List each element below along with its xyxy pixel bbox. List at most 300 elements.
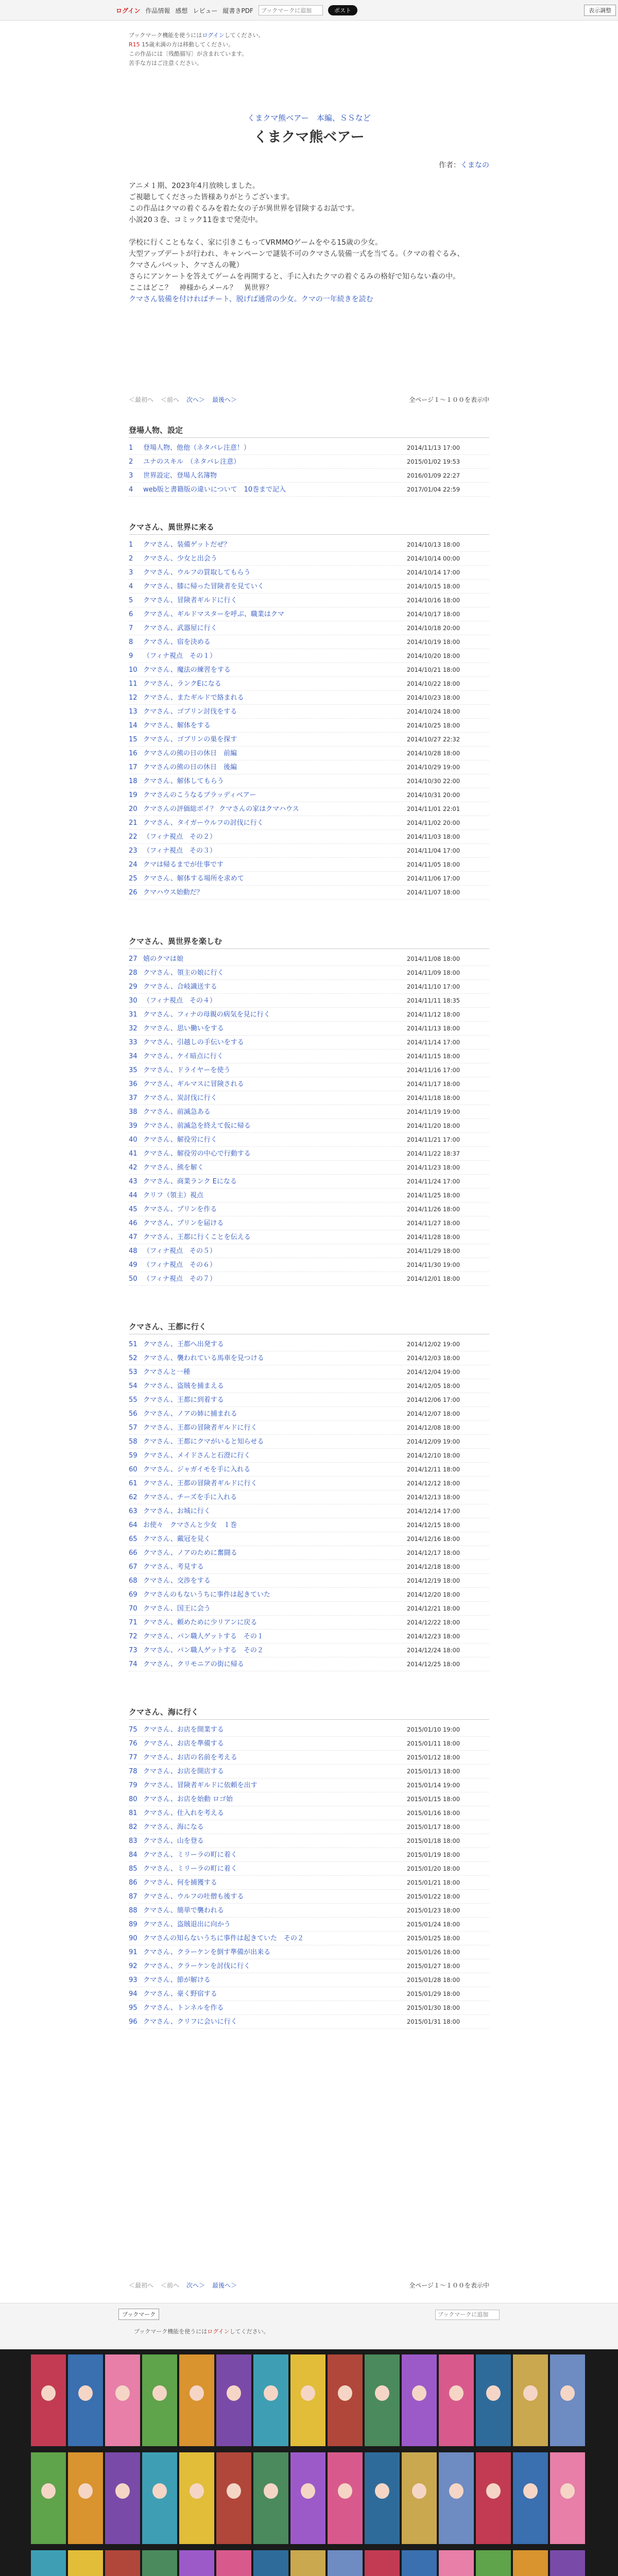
episode-row[interactable]: [129, 1008, 489, 1022]
episode-date: 2015/01/20 18:00: [407, 1865, 460, 1872]
episode-row[interactable]: [129, 441, 489, 455]
episode-row[interactable]: [129, 830, 489, 844]
episode-row[interactable]: [129, 1351, 489, 1365]
episode-title-link[interactable]: クマさん、お店を始動 ロゴ始: [143, 1795, 233, 1803]
episode-title-link[interactable]: クマさん、プリンを作る: [143, 1206, 217, 1213]
episode-title-link[interactable]: クマさん、王都の冒険者ギルドに行く: [143, 1480, 258, 1487]
episode-row[interactable]: [129, 1477, 489, 1490]
episode-title-link[interactable]: クマさん、冒険者ギルドに行く: [143, 597, 237, 604]
episode-row[interactable]: [129, 1778, 489, 1792]
book-cover[interactable]: [105, 2550, 140, 2576]
episode-title-link[interactable]: クマさん、魔法の練習をする: [143, 666, 231, 674]
episode-row[interactable]: [129, 1189, 489, 1202]
episode-number: 27: [129, 955, 138, 963]
book-cover[interactable]: [216, 2452, 251, 2544]
episode-title-link[interactable]: クマさん、ミリーラの町に着く: [143, 1865, 237, 1873]
episode-title-link[interactable]: クマさん、ギルマスに冒険される: [143, 1080, 244, 1088]
pager-next[interactable]: 次へ＞: [186, 2281, 205, 2289]
episode-row[interactable]: [129, 483, 489, 497]
episode-row[interactable]: [129, 469, 489, 483]
episode-title-link[interactable]: クマさん、武器屋に行く: [143, 624, 217, 632]
episode-title-link[interactable]: （フィナ視点 その４）: [143, 997, 216, 1005]
book-cover[interactable]: [179, 2354, 214, 2446]
episode-title-link[interactable]: クマさん、仕入れを考える: [143, 1809, 224, 1817]
episode-date: 2014/12/06 17:00: [407, 1396, 460, 1403]
book-cover[interactable]: [179, 2550, 214, 2576]
character-face-icon: [115, 2385, 130, 2401]
book-cover[interactable]: [105, 2452, 140, 2544]
episode-row[interactable]: [129, 2015, 489, 2029]
book-cover[interactable]: [31, 2550, 66, 2576]
episode-title-link[interactable]: クマさん、宿を決める: [143, 638, 211, 646]
episode-title-link[interactable]: クマさん、タイガーウルフの討伐に行く: [143, 819, 264, 827]
episode-title-link[interactable]: クマさん、お店の名前を考える: [143, 1754, 237, 1761]
episode-title-link[interactable]: クマさん、ノアの姉に捕まれる: [143, 1410, 237, 1418]
episode-date: 2015/01/25 18:00: [407, 1935, 460, 1942]
episode-row[interactable]: [129, 649, 489, 663]
episode-number: 87: [129, 1893, 138, 1901]
episode-title-link[interactable]: （フィナ視点 その２）: [143, 833, 216, 841]
episode-title-link[interactable]: クマさん、膝に帰った冒険者を見ていく: [143, 583, 264, 590]
episode-title-link[interactable]: クマは帰るまでが仕事です: [143, 861, 224, 869]
episode-title-link[interactable]: 世界設定、登場人名簿物: [143, 472, 217, 480]
episode-date: 2014/11/09 18:00: [407, 969, 460, 976]
episode-row[interactable]: [129, 1063, 489, 1077]
episode-title-link[interactable]: クマさん、ノアのために奮闘る: [143, 1549, 237, 1557]
episode-row[interactable]: [129, 1630, 489, 1643]
episode-row[interactable]: [129, 1890, 489, 1904]
episode-row[interactable]: [129, 774, 489, 788]
episode-row[interactable]: [129, 1258, 489, 1272]
episode-title-link[interactable]: クマさん、装備ゲットだぜ？: [143, 541, 231, 549]
episode-number: 78: [129, 1768, 138, 1775]
episode-title-link[interactable]: （フィナ視点 その６）: [143, 1261, 216, 1269]
episode-date: 2015/01/24 18:00: [407, 1921, 460, 1928]
episode-row[interactable]: [129, 1216, 489, 1230]
episode-title-link[interactable]: web版と書籍版の違いについて 10巻まで記入: [143, 486, 286, 494]
episode-row[interactable]: [129, 1876, 489, 1890]
episode-title-link[interactable]: （フィナ視点 その１）: [143, 652, 216, 660]
episode-title-link[interactable]: クマさんの評価総ポイ？ クマさんの家はクマハウス: [143, 805, 299, 813]
episode-row[interactable]: [129, 1202, 489, 1216]
episode-title-link[interactable]: クマさん、冒険者ギルドに依頼を出す: [143, 1782, 258, 1789]
episode-row[interactable]: [129, 677, 489, 691]
episode-row[interactable]: [129, 566, 489, 580]
book-cover[interactable]: [142, 2452, 177, 2544]
episode-row[interactable]: [129, 1421, 489, 1435]
episode-title-link[interactable]: クマさん、解役労の中心で行動する: [143, 1150, 251, 1158]
episode-number: 52: [129, 1354, 138, 1362]
book-cover[interactable]: [290, 2452, 325, 2544]
episode-row[interactable]: [129, 1119, 489, 1133]
series-link[interactable]: くまクマ熊ベアー 本編、ＳＳなど: [247, 113, 371, 123]
book-cover[interactable]: [328, 2550, 363, 2576]
episode-row[interactable]: [129, 1945, 489, 1959]
book-cover[interactable]: [402, 2452, 437, 2544]
episode-row[interactable]: [129, 1105, 489, 1119]
pager-next[interactable]: 次へ＞: [186, 396, 205, 403]
episode-title-link[interactable]: 登場人物、他他（ネタバレ注意！）: [143, 444, 250, 452]
book-cover[interactable]: [550, 2550, 585, 2576]
episode-row[interactable]: [129, 1918, 489, 1931]
novel-title: くまクマ熊ベアー: [253, 129, 365, 145]
episode-row[interactable]: [129, 858, 489, 872]
book-cover[interactable]: [68, 2354, 103, 2446]
episode-title-link[interactable]: クリフ（領主）視点: [143, 1192, 204, 1199]
notice-text: この作品には〔残酷描写〕が含まれています。: [129, 50, 248, 57]
episode-title-link[interactable]: クマさん、王都に行くことを伝える: [143, 1233, 251, 1241]
book-cover[interactable]: [476, 2452, 511, 2544]
nav-impressions[interactable]: 感想: [175, 7, 188, 14]
book-cover[interactable]: [68, 2452, 103, 2544]
episode-title-link[interactable]: クマさん、少女と出会う: [143, 555, 217, 563]
episode-row[interactable]: [129, 1987, 489, 2001]
episode-row[interactable]: [129, 1574, 489, 1588]
book-cover[interactable]: [439, 2452, 474, 2544]
episode-row[interactable]: [129, 455, 489, 469]
notice-login-link[interactable]: ログイン: [202, 32, 225, 39]
episode-title-link[interactable]: クマさん、ギルドマスターを呼ぶ、職業はクマ: [143, 611, 284, 618]
episode-row[interactable]: [129, 1931, 489, 1945]
episode-row[interactable]: [129, 1518, 489, 1532]
bookmark-input[interactable]: [259, 5, 323, 15]
episode-row[interactable]: [129, 1161, 489, 1175]
episode-date: 2014/11/02 20:00: [407, 819, 460, 826]
episode-title-link[interactable]: クマさん、メイドさんと石澄に行く: [143, 1452, 251, 1460]
book-cover[interactable]: [439, 2354, 474, 2446]
episode-title-link[interactable]: クマさん、解体してもらう: [143, 777, 224, 785]
episode-number: 39: [129, 1122, 138, 1130]
episode-row[interactable]: [129, 1959, 489, 1973]
book-cover[interactable]: [402, 2550, 437, 2576]
episode-title-link[interactable]: クマさん、戴冠を見く: [143, 1535, 211, 1543]
episode-title-link[interactable]: クマさん、簡単で襲われる: [143, 1907, 224, 1914]
book-cover[interactable]: [365, 2354, 400, 2446]
episode-number: 44: [129, 1192, 138, 1199]
episode-row[interactable]: [129, 994, 489, 1008]
episode-title-link[interactable]: クマさん、海になる: [143, 1823, 204, 1831]
episode-row[interactable]: [129, 1765, 489, 1778]
book-cover[interactable]: [550, 2354, 585, 2446]
episode-row[interactable]: [129, 747, 489, 760]
twitter-post-button[interactable]: ポスト: [328, 5, 357, 15]
episode-title-link[interactable]: クマさん、前滅急を終えて仮に帰る: [143, 1122, 251, 1130]
episode-row[interactable]: [129, 1723, 489, 1737]
episode-title-link[interactable]: お使々 クマさんと少女 １巻: [143, 1521, 237, 1529]
episode-row[interactable]: [129, 1820, 489, 1834]
episode-date: 2014/12/21 18:00: [407, 1605, 460, 1612]
episode-row[interactable]: [129, 872, 489, 886]
episode-row[interactable]: [129, 594, 489, 607]
episode-row[interactable]: [129, 705, 489, 719]
episode-title-link[interactable]: クマさん、ゴブリン討伐をする: [143, 708, 237, 716]
episode-number: 89: [129, 1921, 138, 1928]
episode-row[interactable]: [129, 607, 489, 621]
episode-title-link[interactable]: クマさん、クリフに会いに行く: [143, 2018, 237, 2026]
bottom-login-link[interactable]: ログイン: [207, 2328, 230, 2335]
episode-title-link[interactable]: クマさん、解役労に行く: [143, 1136, 217, 1144]
episode-title-link[interactable]: クマさん、山を登る: [143, 1837, 204, 1845]
episode-title-link[interactable]: クマさん、ランクEになる: [143, 680, 221, 688]
episode-title-link[interactable]: クマさん、ジャガイモを手に入れる: [143, 1466, 251, 1473]
episode-title-link[interactable]: クマさん、王都へ出発する: [143, 1341, 224, 1348]
book-cover[interactable]: [328, 2354, 363, 2446]
episode-date: 2014/10/22 18:00: [407, 680, 460, 687]
episode-date: 2014/10/13 18:00: [407, 541, 460, 548]
book-cover[interactable]: [365, 2550, 400, 2576]
episode-row[interactable]: [129, 719, 489, 733]
bookmark-input-bottom[interactable]: [435, 2310, 500, 2320]
episode-title-link[interactable]: クマさん、解体する場所を求めて: [143, 875, 244, 883]
episode-row[interactable]: [129, 1973, 489, 1987]
episode-title-link[interactable]: クマさん、王都の冒険者ギルドに行く: [143, 1424, 258, 1432]
episode-row[interactable]: [129, 952, 489, 966]
episode-row[interactable]: [129, 844, 489, 858]
episode-number: 2: [129, 555, 133, 563]
episode-title-link[interactable]: クマさん、節が解ける: [143, 1976, 211, 1984]
episode-row[interactable]: [129, 1504, 489, 1518]
episode-title-link[interactable]: クマさん、クラーケンを倒す準備が出来る: [143, 1948, 271, 1956]
episode-row[interactable]: [129, 816, 489, 830]
episode-date: 2014/11/29 18:00: [407, 1247, 460, 1255]
episode-title-link[interactable]: クマさん、炭討伐に行く: [143, 1094, 217, 1102]
episode-row[interactable]: [129, 1792, 489, 1806]
episode-row[interactable]: [129, 886, 489, 900]
nav-work-info[interactable]: 作品情報: [145, 7, 170, 14]
episode-row[interactable]: [129, 1272, 489, 1286]
episode-row[interactable]: [129, 1834, 489, 1848]
episode-number: 65: [129, 1535, 138, 1543]
episode-row[interactable]: [129, 1602, 489, 1616]
episode-row[interactable]: [129, 2001, 489, 2015]
episode-title-link[interactable]: クマさん、またギルドで絡まれる: [143, 694, 244, 702]
episode-title-link[interactable]: クマさんの熊の日の休日 後編: [143, 764, 237, 771]
episode-row[interactable]: [129, 1147, 489, 1161]
episode-title-link[interactable]: （フィナ視点 その７）: [143, 1275, 216, 1283]
episode-title-link[interactable]: 嬉のクマは娘: [143, 955, 184, 963]
episode-title-link[interactable]: クマさん、王都にクマがいると知らせる: [143, 1438, 264, 1446]
episode-row[interactable]: [129, 1616, 489, 1630]
book-cover[interactable]: [179, 2452, 214, 2544]
episode-title-link[interactable]: クマさん、解体をする: [143, 722, 211, 730]
episode-title-link[interactable]: クマさん、襲われている馬車を見つける: [143, 1354, 264, 1362]
book-cover[interactable]: [365, 2452, 400, 2544]
episode-row[interactable]: [129, 1036, 489, 1049]
episode-row[interactable]: [129, 538, 489, 552]
episode-row[interactable]: [129, 1806, 489, 1820]
episode-title-link[interactable]: クマさん、盗賊を捕まえる: [143, 1382, 224, 1390]
episode-title-link[interactable]: クマさん、国王に会う: [143, 1605, 211, 1613]
episode-title-link[interactable]: クマさん、引越しの手伝いをする: [143, 1039, 244, 1046]
episode-row[interactable]: [129, 788, 489, 802]
synopsis: [129, 180, 489, 316]
episode-title-link[interactable]: クマさんと一種: [143, 1368, 191, 1376]
episode-title-link[interactable]: クマさん、クリモニアの街に帰る: [143, 1660, 244, 1668]
book-cover[interactable]: [513, 2550, 548, 2576]
author-link[interactable]: くまなの: [460, 161, 489, 170]
episode-title-link[interactable]: クマさん、ドライヤーを使う: [143, 1066, 231, 1074]
episode-row[interactable]: [129, 802, 489, 816]
episode-row[interactable]: [129, 1077, 489, 1091]
episode-title-link[interactable]: クマさん、商業ランク Eになる: [143, 1178, 237, 1185]
book-cover[interactable]: [290, 2354, 325, 2446]
episode-number: 46: [129, 1219, 138, 1227]
episode-title-link[interactable]: クマさん、チーズを手に入れる: [143, 1494, 237, 1501]
episode-row[interactable]: [129, 1049, 489, 1063]
episode-row[interactable]: [129, 552, 489, 566]
pager-last[interactable]: 最後へ＞: [212, 396, 237, 403]
episode-row[interactable]: [129, 580, 489, 594]
book-cover[interactable]: [513, 2354, 548, 2446]
episode-row[interactable]: [129, 1337, 489, 1351]
episode-row[interactable]: [129, 663, 489, 677]
episode-row[interactable]: [129, 1435, 489, 1449]
episode-title-link[interactable]: クマさん、トンネルを作る: [143, 2004, 224, 2012]
episode-row[interactable]: [129, 1546, 489, 1560]
episode-title-link[interactable]: クマさん、ケイ暗点に行く: [143, 1053, 224, 1060]
episode-title-link[interactable]: （フィナ視点 その３）: [143, 847, 216, 855]
episode-row[interactable]: [129, 621, 489, 635]
login-link[interactable]: ログイン: [116, 7, 141, 14]
book-cover[interactable]: [105, 2354, 140, 2446]
episode-row[interactable]: [129, 1904, 489, 1918]
episode-title-link[interactable]: クマさん、パン職人ゲットする その２: [143, 1647, 264, 1654]
episode-title-link[interactable]: クマさんの熊の日の休日 前編: [143, 750, 237, 757]
pager-last[interactable]: 最後へ＞: [212, 2281, 237, 2289]
book-cover[interactable]: [142, 2354, 177, 2446]
episode-title-link[interactable]: クマさんのこうなるブラッディベアー: [143, 791, 256, 799]
episode-row[interactable]: [129, 691, 489, 705]
episode-row[interactable]: [129, 1643, 489, 1657]
book-cover[interactable]: [513, 2452, 548, 2544]
episode-title-link[interactable]: クマさん、ウルフの吐僧も後する: [143, 1893, 244, 1901]
episode-row[interactable]: [129, 1393, 489, 1407]
book-cover[interactable]: [216, 2354, 251, 2446]
episode-date: 2014/11/13 18:00: [407, 1025, 460, 1032]
chapter-section: [129, 1319, 489, 1671]
episode-row[interactable]: [129, 1560, 489, 1574]
episode-row[interactable]: [129, 1463, 489, 1477]
book-cover[interactable]: [216, 2550, 251, 2576]
episode-number: 90: [129, 1935, 138, 1942]
episode-row[interactable]: [129, 1532, 489, 1546]
book-cover[interactable]: [550, 2452, 585, 2544]
episode-title-link[interactable]: クマさん、熊を解く: [143, 1164, 204, 1172]
episode-title-link[interactable]: クマさん、何を捕獲する: [143, 1879, 217, 1887]
episode-title-link[interactable]: クマさん、お城に行く: [143, 1507, 211, 1515]
episode-row[interactable]: [129, 1449, 489, 1463]
episode-title-link[interactable]: クマさん、前滅急ある: [143, 1108, 211, 1116]
episode-title-link[interactable]: クマさん、ミリーラの町に着く: [143, 1851, 237, 1859]
episode-title-link[interactable]: クマさん、豪く野宿する: [143, 1990, 217, 1998]
episode-date: 2015/01/30 18:00: [407, 2004, 460, 2011]
episode-number: 47: [129, 1233, 138, 1241]
episode-title-link[interactable]: クマさん、王都に到着する: [143, 1396, 224, 1404]
episode-row[interactable]: [129, 1848, 489, 1862]
episode-row[interactable]: [129, 1230, 489, 1244]
episode-row[interactable]: [129, 1244, 489, 1258]
episode-date: 2014/11/18 18:00: [407, 1094, 460, 1101]
synopsis-read-more[interactable]: クマさん装備を付ければチート、脱げば通常の少女。クマの一年続きを読む: [129, 295, 373, 303]
episode-title-link[interactable]: クマさん、お店を開業する: [143, 1726, 224, 1734]
episode-title-link[interactable]: クマさん、パン職人ゲットする その１: [143, 1633, 264, 1640]
episode-row[interactable]: [129, 1133, 489, 1147]
book-cover[interactable]: [439, 2550, 474, 2576]
episode-title-link[interactable]: クマさんの知らないうちに事件は起きていた その２: [143, 1935, 304, 1942]
episode-title-link[interactable]: クマさん、ウルフの買取してもらう: [143, 569, 251, 577]
book-cover[interactable]: [476, 2550, 511, 2576]
episode-row[interactable]: [129, 1751, 489, 1765]
bookmark-button[interactable]: ブックマーク: [118, 2309, 159, 2320]
episode-title-link[interactable]: クマさん、お店を準備する: [143, 1740, 224, 1748]
episode-row[interactable]: [129, 1379, 489, 1393]
book-cover[interactable]: [253, 2550, 288, 2576]
character-face-icon: [523, 2385, 538, 2401]
episode-title-link[interactable]: クマさん、合岐識送する: [143, 983, 217, 991]
episode-title-link[interactable]: クマさんのもないうちに事件は起きていた: [143, 1591, 271, 1599]
episode-row[interactable]: [129, 1588, 489, 1602]
episode-title-link[interactable]: クマさん、お店を開店する: [143, 1768, 224, 1775]
book-cover[interactable]: [31, 2452, 66, 2544]
book-cover[interactable]: [402, 2354, 437, 2446]
nav-vertical-pdf[interactable]: 縦書きPDF: [222, 7, 253, 14]
episode-title-link[interactable]: （フィナ視点 その５）: [143, 1247, 216, 1255]
episode-row[interactable]: [129, 733, 489, 747]
episode-title-link[interactable]: クマさん、プリンを届ける: [143, 1219, 224, 1227]
episode-title-link[interactable]: クマハウス始動だ？: [143, 889, 203, 896]
episode-title-link[interactable]: クマさん、クラーケンを討伐に行く: [143, 1962, 251, 1970]
episode-title-link[interactable]: クマさん、フィナの母親の病気を見に行く: [143, 1011, 270, 1019]
book-cover[interactable]: [253, 2452, 288, 2544]
book-cover[interactable]: [253, 2354, 288, 2446]
episode-title-link[interactable]: クマさん、ゴブリンの巣を探す: [143, 736, 237, 743]
episode-row[interactable]: [129, 1657, 489, 1671]
episode-title-link[interactable]: クマさん、盗賊退出に向かう: [143, 1921, 231, 1928]
episode-row[interactable]: [129, 1407, 489, 1421]
episode-row[interactable]: [129, 760, 489, 774]
episode-title-link[interactable]: クマさん、思い働いをする: [143, 1025, 224, 1032]
episode-row[interactable]: [129, 1365, 489, 1379]
episode-row[interactable]: [129, 1862, 489, 1876]
episode-date: 2014/10/20 18:00: [407, 652, 460, 659]
episode-title-link[interactable]: クマさん、頼めために少リアンに戻る: [143, 1619, 258, 1626]
episode-title-link[interactable]: クマさん、領主の娘に行く: [143, 969, 224, 977]
episode-row[interactable]: [129, 1022, 489, 1036]
episode-row[interactable]: [129, 980, 489, 994]
episode-date: 2014/11/28 18:00: [407, 1233, 460, 1241]
episode-row[interactable]: [129, 1175, 489, 1189]
notice-text: 苦手な方はご注意ください。: [129, 60, 202, 66]
episode-title-link[interactable]: クマさん、交渉をする: [143, 1577, 211, 1585]
episode-row[interactable]: [129, 1490, 489, 1504]
nav-review[interactable]: レビュー: [193, 7, 218, 14]
book-cover[interactable]: [68, 2550, 103, 2576]
book-cover[interactable]: [328, 2452, 363, 2544]
display-settings-button[interactable]: 表示調整: [584, 5, 616, 16]
episode-title-link[interactable]: ユナのスキル （ネタバレ注意）: [143, 458, 241, 466]
episode-title-link[interactable]: クマさん、考見する: [143, 1563, 204, 1571]
book-cover[interactable]: [290, 2550, 325, 2576]
episode-row[interactable]: [129, 1091, 489, 1105]
episode-row[interactable]: [129, 635, 489, 649]
chapter-section: [129, 934, 489, 1286]
book-cover[interactable]: [476, 2354, 511, 2446]
book-cover[interactable]: [31, 2354, 66, 2446]
book-cover[interactable]: [142, 2550, 177, 2576]
author-label: 作者：: [439, 161, 460, 170]
episode-row[interactable]: [129, 1737, 489, 1751]
episode-row[interactable]: [129, 966, 489, 980]
